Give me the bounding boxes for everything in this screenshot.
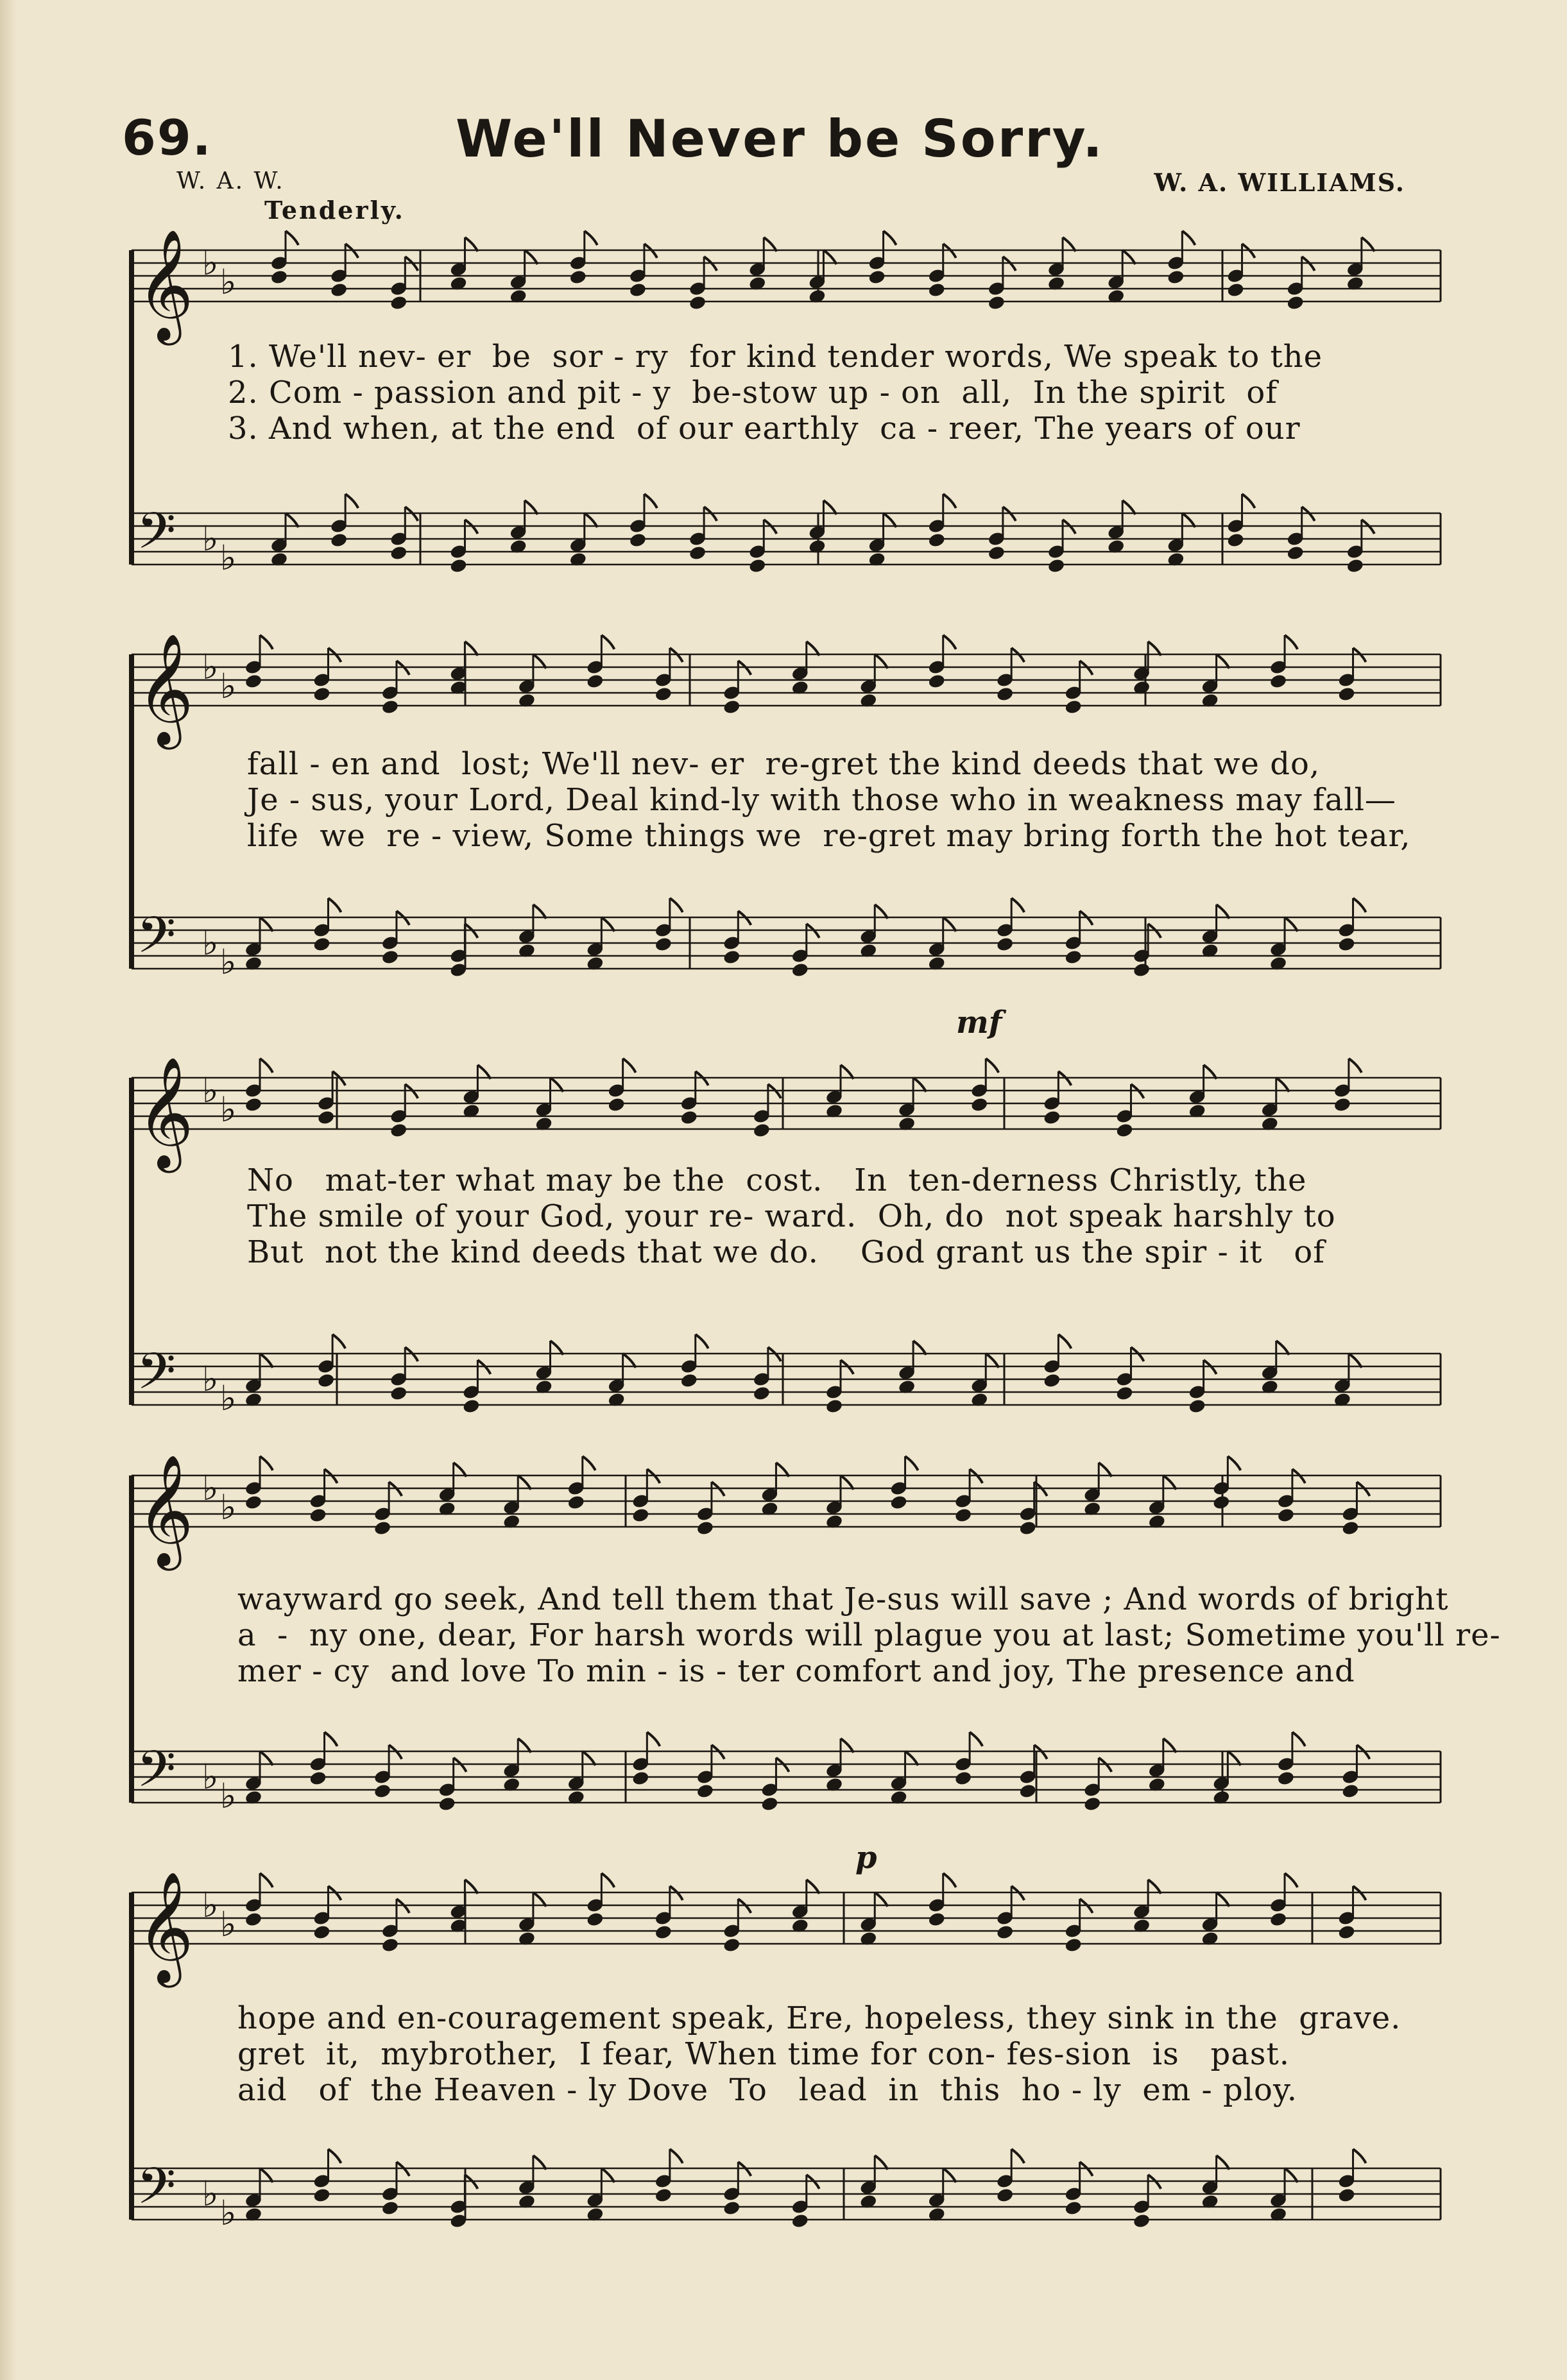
- bass-clef-icon: 𝄢: [137, 906, 176, 977]
- note-head: [449, 557, 468, 574]
- bass-clef-icon: 𝄢: [137, 502, 176, 573]
- note-head: [317, 1109, 336, 1125]
- note-head: [1064, 699, 1083, 715]
- note-flag: [525, 500, 538, 514]
- note-flag: [807, 642, 819, 656]
- note-head: [680, 1109, 698, 1125]
- note-flag: [986, 1354, 998, 1368]
- note-flag: [1276, 1341, 1289, 1355]
- note-flag: [518, 1738, 531, 1753]
- note-flag: [943, 917, 956, 931]
- note-head: [723, 949, 741, 965]
- note-flag: [1242, 494, 1255, 508]
- treble-clef-icon: 𝄞: [137, 229, 194, 341]
- lyrics-block: [247, 746, 1453, 854]
- note-flag: [286, 513, 298, 527]
- treble-clef-icon: 𝄞: [137, 1057, 194, 1168]
- page-edge: [0, 0, 17, 2380]
- note-head: [381, 2200, 400, 2216]
- lyric-verse-3: aid of the Heaven - ly Dove To lead in this ho - ly em - ploy.: [237, 2072, 1297, 2108]
- note-flag: [601, 635, 614, 649]
- note-head: [1337, 2187, 1356, 2203]
- bass-clef-icon: 𝄢: [137, 1740, 176, 1811]
- note-flag: [551, 1078, 563, 1092]
- note-head: [654, 686, 672, 702]
- note-head: [631, 1770, 650, 1786]
- note-flag: [1011, 898, 1024, 912]
- treble-staff: [132, 229, 1441, 346]
- note-flag: [943, 2168, 956, 2182]
- note-head: [1133, 2213, 1151, 2229]
- note-flag: [1122, 250, 1135, 264]
- note-head: [1277, 1507, 1296, 1523]
- note-head: [689, 294, 707, 310]
- note-head: [1341, 1783, 1360, 1799]
- note-flag: [1058, 1334, 1071, 1348]
- note-head: [462, 1398, 481, 1414]
- note-flag: [1011, 2149, 1024, 2163]
- note-head: [753, 1385, 771, 1401]
- hymn-header: [122, 96, 1457, 173]
- note-flag: [465, 237, 477, 251]
- note-head: [309, 1770, 327, 1786]
- flat-icon: ♭: [202, 1359, 219, 1399]
- note-flag: [670, 2149, 683, 2163]
- lyrics-block: [237, 1581, 1501, 1689]
- hymn-number: 69.: [122, 109, 212, 166]
- note-head: [373, 1783, 392, 1799]
- note-flag: [1362, 237, 1374, 251]
- note-head: [313, 2187, 331, 2203]
- note-flag: [875, 905, 887, 919]
- flat-icon: ♭: [220, 2193, 237, 2233]
- note-head: [791, 962, 809, 978]
- note-head: [629, 282, 647, 298]
- note-flag: [454, 1463, 467, 1477]
- note-flag: [1349, 1354, 1362, 1368]
- note-head: [927, 1911, 946, 1927]
- note-head: [1269, 673, 1288, 689]
- note-head: [1115, 1385, 1134, 1401]
- flat-icon: ♭: [202, 1070, 219, 1110]
- note-flag: [583, 1456, 595, 1470]
- note-flag: [841, 1738, 853, 1753]
- note-head: [927, 282, 946, 298]
- lyric-verse-3: mer - cy and love To min - is - ter comfort and joy, The presence and: [237, 1653, 1355, 1689]
- lyrics-block: [237, 2000, 1444, 2108]
- note-head: [244, 1911, 263, 1927]
- note-flag: [1285, 2168, 1297, 2182]
- note-flag: [875, 2155, 887, 2170]
- note-flag: [644, 494, 657, 508]
- treble-staff: [132, 633, 1441, 750]
- note-head: [1337, 1924, 1356, 1940]
- note-flag: [260, 1456, 273, 1470]
- note-head: [1064, 2200, 1083, 2216]
- note-head: [586, 1911, 604, 1927]
- note-flag: [601, 2168, 614, 2182]
- note-flag: [841, 1475, 853, 1490]
- note-head: [996, 2187, 1015, 2203]
- note-head: [988, 294, 1006, 310]
- note-head: [381, 699, 400, 715]
- note-flag: [1122, 500, 1135, 514]
- note-flag: [533, 654, 546, 668]
- flat-icon: ♭: [220, 1378, 237, 1418]
- note-flag: [884, 231, 896, 245]
- note-flag: [260, 1873, 273, 1887]
- note-flag: [585, 231, 597, 245]
- note-head: [753, 1122, 771, 1138]
- note-head: [270, 269, 289, 285]
- bass-clef-icon: 𝄢: [137, 1343, 176, 1413]
- note-flag: [477, 1065, 490, 1079]
- note-head: [696, 1783, 715, 1799]
- note-flag: [970, 1732, 982, 1746]
- note-flag: [1204, 1065, 1217, 1079]
- note-flag: [1063, 237, 1075, 251]
- flat-icon: ♭: [220, 1487, 237, 1527]
- note-head: [1346, 557, 1364, 574]
- note-flag: [585, 513, 597, 527]
- note-head: [1115, 1122, 1134, 1138]
- note-flag: [1353, 898, 1366, 912]
- bass-staff: [132, 1334, 1441, 1418]
- note-head: [696, 1520, 715, 1536]
- flat-icon: ♭: [220, 1089, 237, 1130]
- note-head: [309, 1507, 327, 1523]
- note-flag: [905, 1456, 918, 1470]
- note-flag: [986, 1058, 998, 1073]
- note-head: [586, 673, 604, 689]
- note-flag: [841, 1065, 853, 1079]
- flat-icon: ♭: [202, 518, 219, 559]
- lyric-verse-2: a - ny one, dear, For harsh words will plague you at last; Sometime you'll re-: [237, 1617, 1501, 1653]
- lyric-verse-1: No mat-ter what may be the cost. In ten-derness Christly, the: [247, 1162, 1307, 1198]
- flat-icon: ♭: [220, 538, 237, 578]
- note-head: [390, 545, 408, 561]
- note-head: [723, 2200, 741, 2216]
- bass-clef-icon: 𝄢: [137, 2157, 176, 2228]
- note-head: [567, 1494, 585, 1510]
- note-flag: [1182, 513, 1195, 527]
- note-flag: [1285, 917, 1297, 931]
- note-head: [330, 532, 348, 548]
- note-head: [1043, 1372, 1061, 1388]
- flat-icon: ♭: [220, 666, 237, 706]
- flat-icon: ♭: [202, 647, 219, 687]
- note-head: [889, 1494, 908, 1510]
- note-head: [723, 1937, 741, 1953]
- note-head: [927, 673, 946, 689]
- note-head: [996, 936, 1015, 952]
- tempo-marking: Tenderly.: [264, 196, 405, 225]
- note-head: [760, 1796, 779, 1812]
- note-head: [390, 1385, 408, 1401]
- music-system-3: [119, 1005, 1444, 1424]
- note-flag: [1276, 1078, 1289, 1092]
- note-head: [954, 1507, 973, 1523]
- note-flag: [286, 231, 298, 245]
- note-head: [1064, 949, 1083, 965]
- note-head: [868, 269, 886, 285]
- note-head: [381, 1937, 400, 1953]
- lyric-verse-2: gret it, mybrother, I fear, When time for con- fes-sion is past.: [237, 2036, 1290, 2072]
- note-flag: [913, 1078, 926, 1092]
- flat-icon: ♭: [202, 1468, 219, 1508]
- note-head: [654, 1924, 672, 1940]
- note-flag: [670, 898, 683, 912]
- lyric-verse-3: But not the kind deeds that we do. God grant us the spir - it of: [247, 1234, 1326, 1270]
- bass-staff: [132, 494, 1441, 578]
- note-head: [1226, 532, 1245, 548]
- flat-icon: ♭: [220, 262, 237, 302]
- note-head: [1064, 1937, 1083, 1953]
- note-flag: [332, 1334, 345, 1348]
- note-flag: [601, 1873, 614, 1887]
- note-flag: [533, 1892, 546, 1907]
- note-head: [244, 1494, 263, 1510]
- treble-staff: [132, 1057, 1441, 1173]
- note-flag: [1292, 1732, 1305, 1746]
- note-flag: [1285, 1873, 1297, 1887]
- note-flag: [1163, 1738, 1176, 1753]
- note-head: [607, 1096, 626, 1112]
- note-flag: [260, 1058, 273, 1073]
- note-flag: [1228, 1751, 1240, 1765]
- lyrics-block: [247, 1162, 1453, 1270]
- note-flag: [776, 1463, 789, 1477]
- note-head: [1043, 1109, 1061, 1125]
- note-flag: [1163, 1475, 1176, 1490]
- lyric-verse-3: 3. And when, at the end of our earthly ca - reer, The years of our: [228, 411, 1301, 446]
- note-flag: [328, 898, 341, 912]
- note-flag: [1099, 1463, 1111, 1477]
- flat-icon: ♭: [202, 922, 219, 963]
- note-flag: [1217, 905, 1229, 919]
- note-flag: [325, 1732, 338, 1746]
- lyric-verse-2: 2. Com - passion and pit - y be-stow up - on all, In the spirit of: [228, 375, 1278, 411]
- note-flag: [1217, 2155, 1229, 2170]
- note-flag: [623, 1058, 636, 1073]
- note-flag: [260, 917, 273, 931]
- note-flag: [1285, 635, 1297, 649]
- note-head: [244, 1096, 263, 1112]
- note-head: [723, 699, 741, 715]
- note-head: [381, 949, 400, 965]
- flat-icon: ♭: [202, 1756, 219, 1797]
- music-system-2: [119, 609, 1444, 982]
- note-flag: [465, 642, 477, 656]
- note-flag: [875, 1892, 887, 1907]
- note-head: [1286, 545, 1305, 561]
- flat-icon: ♭: [220, 1904, 237, 1944]
- note-head: [654, 936, 672, 952]
- note-head: [1277, 1770, 1296, 1786]
- note-flag: [647, 1732, 660, 1746]
- treble-clef-icon: 𝄞: [137, 1454, 194, 1566]
- note-head: [954, 1770, 973, 1786]
- dynamic-mf: mf: [956, 1005, 1002, 1041]
- note-head: [1269, 1911, 1288, 1927]
- note-flag: [260, 1354, 273, 1368]
- note-head: [631, 1507, 650, 1523]
- music-system-5: [119, 1840, 1444, 2245]
- note-flag: [823, 500, 836, 514]
- note-head: [313, 936, 331, 952]
- flat-icon: ♭: [202, 2173, 219, 2214]
- note-head: [1018, 1783, 1037, 1799]
- note-head: [1188, 1398, 1206, 1414]
- treble-staff: [132, 1454, 1441, 1571]
- note-flag: [1148, 1880, 1161, 1894]
- note-flag: [696, 1334, 708, 1348]
- lyrics-block: [228, 339, 1434, 446]
- note-flag: [623, 1354, 636, 1368]
- note-flag: [1182, 231, 1195, 245]
- note-head: [1341, 1520, 1360, 1536]
- note-flag: [533, 905, 546, 919]
- lyric-verse-1: hope and en-couragement speak, Ere, hopeless, they sink in the grave.: [237, 2000, 1401, 2036]
- note-head: [438, 1796, 456, 1812]
- note-flag: [260, 2168, 273, 2182]
- note-flag: [1353, 2149, 1366, 2163]
- note-head: [390, 1122, 408, 1138]
- note-head: [1337, 936, 1356, 952]
- lyric-verse-1: fall - en and lost; We'll nev- er re-gret the kind deeds that we do,: [247, 746, 1321, 782]
- note-flag: [551, 1341, 563, 1355]
- note-flag: [583, 1751, 595, 1765]
- bass-staff: [132, 898, 1441, 982]
- flat-icon: ♭: [202, 1885, 219, 1925]
- note-head: [1018, 1520, 1037, 1536]
- note-head: [1226, 282, 1245, 298]
- note-head: [1167, 269, 1185, 285]
- composer-credit: W. A. WILLIAMS.: [1154, 168, 1405, 197]
- author-credit: W. A. W.: [176, 168, 285, 194]
- note-flag: [764, 237, 776, 251]
- note-head: [1083, 1796, 1102, 1812]
- note-head: [1333, 1096, 1352, 1112]
- note-head: [373, 1520, 392, 1536]
- lyric-verse-2: Je - sus, your Lord, Deal kind-ly with those who in weakness may fall—: [247, 782, 1396, 818]
- note-flag: [943, 494, 956, 508]
- note-flag: [260, 635, 273, 649]
- note-head: [390, 294, 408, 310]
- flat-icon: ♭: [202, 242, 219, 283]
- note-flag: [943, 1873, 956, 1887]
- lyric-verse-1: 1. We'll nev- er be sor - ry for kind tender words, We speak to the: [228, 339, 1323, 375]
- note-head: [970, 1096, 989, 1112]
- note-flag: [943, 635, 956, 649]
- note-flag: [913, 1341, 926, 1355]
- bass-staff: [132, 1732, 1441, 1816]
- note-flag: [1148, 642, 1161, 656]
- note-head: [654, 2187, 672, 2203]
- treble-clef-icon: 𝄞: [137, 633, 194, 745]
- note-head: [1212, 1494, 1231, 1510]
- lyric-verse-2: The smile of your God, your re- ward. Oh, do not speak harshly to: [247, 1198, 1336, 1234]
- note-flag: [601, 917, 614, 931]
- note-flag: [1217, 654, 1229, 668]
- music-system-1: [119, 218, 1444, 590]
- note-head: [748, 557, 767, 574]
- lyric-verse-3: life we re - view, Some things we re-gret may bring forth the hot tear,: [247, 818, 1411, 854]
- note-head: [988, 545, 1006, 561]
- note-head: [689, 545, 707, 561]
- note-flag: [533, 2155, 546, 2170]
- treble-clef-icon: 𝄞: [137, 1871, 194, 1983]
- dynamic-p: p: [855, 1840, 877, 1876]
- note-flag: [884, 513, 896, 527]
- note-flag: [328, 2149, 341, 2163]
- note-head: [313, 686, 331, 702]
- note-flag: [260, 1751, 273, 1765]
- note-head: [1286, 294, 1305, 310]
- note-head: [569, 269, 587, 285]
- note-flag: [807, 1880, 819, 1894]
- note-head: [825, 1398, 844, 1414]
- music-system-4: [119, 1431, 1501, 1828]
- note-head: [629, 532, 647, 548]
- note-flag: [1228, 1456, 1240, 1470]
- hymn-title: We'll Never be Sorry.: [456, 109, 1104, 169]
- note-flag: [823, 250, 836, 264]
- note-flag: [905, 1751, 918, 1765]
- bass-staff: [132, 2149, 1441, 2233]
- note-head: [996, 1924, 1015, 1940]
- note-head: [317, 1372, 336, 1388]
- note-flag: [465, 1880, 477, 1894]
- note-head: [1337, 686, 1356, 702]
- note-head: [996, 686, 1015, 702]
- note-flag: [518, 1475, 531, 1490]
- note-flag: [1217, 1892, 1229, 1907]
- note-flag: [345, 494, 358, 508]
- lyric-verse-1: wayward go seek, And tell them that Je-sus will save ; And words of bright: [237, 1581, 1449, 1617]
- treble-staff: [132, 1871, 1441, 1988]
- flat-icon: ♭: [220, 1776, 237, 1816]
- note-head: [330, 282, 348, 298]
- note-flag: [1349, 1058, 1362, 1073]
- note-head: [791, 2213, 809, 2229]
- note-head: [244, 673, 263, 689]
- note-flag: [875, 654, 887, 668]
- note-head: [1133, 962, 1151, 978]
- note-head: [1047, 557, 1066, 574]
- note-head: [313, 1924, 331, 1940]
- note-head: [927, 532, 946, 548]
- note-flag: [525, 250, 538, 264]
- note-head: [680, 1372, 698, 1388]
- flat-icon: ♭: [220, 942, 237, 982]
